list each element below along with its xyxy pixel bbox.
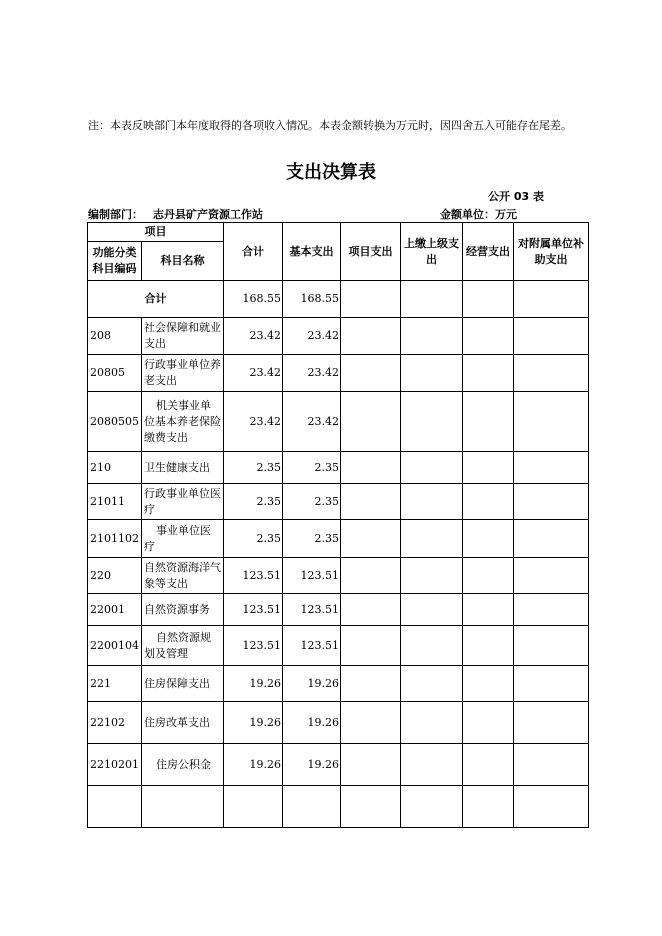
- table-row: [88, 594, 589, 626]
- row-basic: 2.35: [283, 484, 341, 520]
- table-row: [88, 318, 589, 355]
- header-basic: 基本支出: [283, 223, 341, 281]
- table-row: [88, 558, 589, 594]
- row-total: 123.51: [224, 626, 283, 666]
- table-note: 注：本表反映部门本年度取得的各项收入情况。本表金额转换为万元时，因四舍五入可能存在尾差。: [88, 119, 572, 132]
- page-title: 支出决算表: [286, 162, 376, 183]
- row-code: 20805: [88, 355, 142, 392]
- row-code: 21011: [88, 484, 142, 520]
- amount-unit: 金额单位：万元: [440, 208, 517, 221]
- table-row: [88, 744, 589, 786]
- header-func-code: 功能分类科目编码: [88, 242, 142, 281]
- row-basic: 123.51: [283, 594, 341, 626]
- department-name: 志丹县矿产资源工作站: [153, 208, 263, 221]
- row-name: 卫生健康支出: [142, 452, 224, 484]
- table-row: [88, 484, 589, 520]
- table-row: [88, 355, 589, 392]
- row-code: 2210201: [88, 744, 142, 786]
- table-code: 公开 03 表: [488, 190, 544, 203]
- row-total: 123.51: [224, 558, 283, 594]
- row-basic: 19.26: [283, 702, 341, 744]
- table-row: [88, 702, 589, 744]
- row-code: 208: [88, 318, 142, 355]
- row-name: 自然资源海洋气象等支出: [142, 558, 224, 594]
- row-basic: 123.51: [283, 626, 341, 666]
- row-name: 行政事业单位养老支出: [142, 355, 224, 392]
- header-subsidy: 对附属单位补助支出: [514, 223, 589, 281]
- department-label: 编制部门：: [88, 208, 143, 221]
- row-basic: 23.42: [283, 355, 341, 392]
- table-row: [88, 666, 589, 702]
- row-total: 19.26: [224, 666, 283, 702]
- total-label: 合计: [88, 281, 224, 318]
- row-total: 19.26: [224, 744, 283, 786]
- row-total: 2.35: [224, 520, 283, 558]
- row-code: 220: [88, 558, 142, 594]
- row-basic: 2.35: [283, 452, 341, 484]
- row-total: 23.42: [224, 318, 283, 355]
- header-business: 经营支出: [463, 223, 514, 281]
- row-basic: 23.42: [283, 392, 341, 452]
- row-code: 2080505: [88, 392, 142, 452]
- row-name: 住房公积金: [142, 744, 224, 786]
- row-total: 2.35: [224, 484, 283, 520]
- row-name: 住房保障支出: [142, 666, 224, 702]
- row-code: 2101102: [88, 520, 142, 558]
- row-basic: 123.51: [283, 558, 341, 594]
- row-name: 行政事业单位医疗: [142, 484, 224, 520]
- row-name: 社会保障和就业支出: [142, 318, 224, 355]
- row-total: 2.35: [224, 452, 283, 484]
- row-name: 事业单位医疗: [142, 520, 224, 558]
- total-row: [88, 281, 589, 318]
- row-name: 机关事业单位基本养老保险缴费支出: [142, 392, 224, 452]
- row-total: 23.42: [224, 355, 283, 392]
- row-total: 123.51: [224, 594, 283, 626]
- row-code: 22102: [88, 702, 142, 744]
- header-subject-name: 科目名称: [142, 242, 224, 281]
- table-row: [88, 626, 589, 666]
- row-total: 23.42: [224, 392, 283, 452]
- row-code: 210: [88, 452, 142, 484]
- row-code: 221: [88, 666, 142, 702]
- header-project: 项目支出: [341, 223, 401, 281]
- row-name: 住房改革支出: [142, 702, 224, 744]
- table-row: [88, 452, 589, 484]
- row-code: 22001: [88, 594, 142, 626]
- row-basic: 19.26: [283, 744, 341, 786]
- total-amount: 168.55: [224, 281, 283, 318]
- row-name: 自然资源事务: [142, 594, 224, 626]
- total-basic: 168.55: [283, 281, 341, 318]
- header-upper: 上缴上级支出: [401, 223, 463, 281]
- department-line: [88, 206, 263, 222]
- table-row: [88, 392, 589, 452]
- row-basic: 2.35: [283, 520, 341, 558]
- header-item: 项目: [88, 223, 224, 242]
- expenditure-table: [87, 222, 589, 828]
- table-row: [88, 520, 589, 558]
- row-basic: 23.42: [283, 318, 341, 355]
- row-total: 19.26: [224, 702, 283, 744]
- empty-row: [88, 786, 589, 828]
- row-code: 2200104: [88, 626, 142, 666]
- row-basic: 19.26: [283, 666, 341, 702]
- row-name: 自然资源规划及管理: [142, 626, 224, 666]
- header-total: 合计: [224, 223, 283, 281]
